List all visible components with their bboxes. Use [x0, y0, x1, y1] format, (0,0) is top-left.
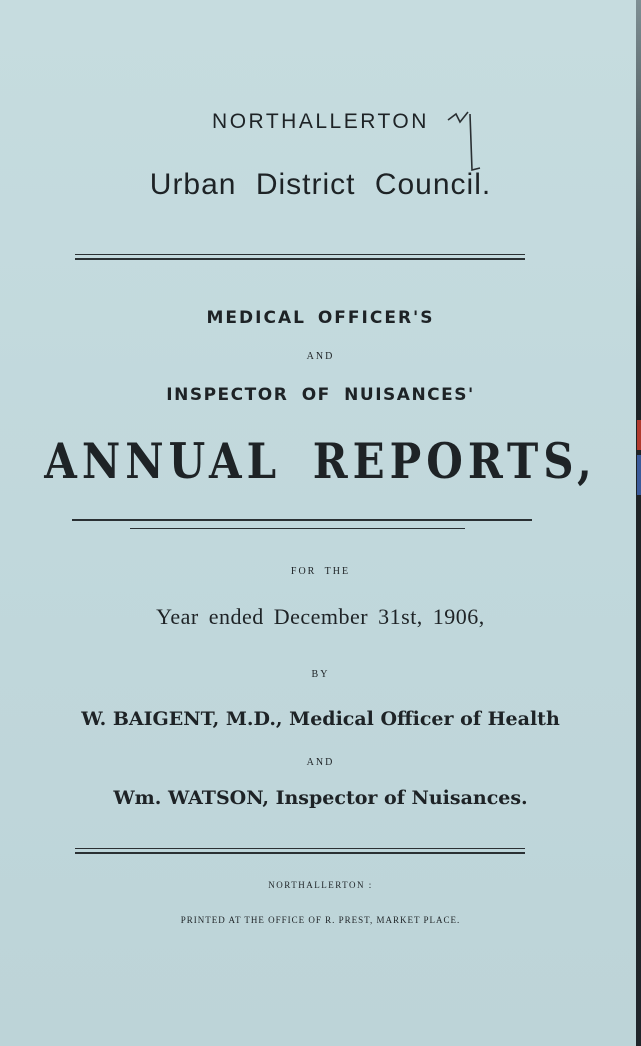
title-medical-officer: MEDICAL OFFICER'S: [206, 308, 435, 328]
title-annual-reports: ANNUAL REPORTS,: [44, 433, 597, 490]
title-rule-upper: [72, 519, 532, 521]
bottom-rule-upper: [75, 848, 525, 849]
header-town: NORTHALLERTON: [212, 110, 429, 133]
title-inspector: INSPECTOR OF NUISANCES': [166, 385, 475, 405]
edge-color-mark-red: [637, 420, 641, 450]
by-label: BY: [311, 669, 330, 680]
title-rule-lower: [130, 528, 465, 529]
top-rule-lower: [75, 258, 525, 260]
year-ended: Year ended December 31st, 1906,: [156, 604, 485, 629]
page-edge-shadow: [636, 0, 641, 1046]
header-council: Urban District Council.: [149, 168, 492, 201]
top-rule-upper: [75, 254, 525, 255]
edge-color-mark-blue: [637, 455, 641, 495]
for-the-label: FOR THE: [290, 566, 351, 577]
imprint-place: NORTHALLERTON :: [268, 880, 373, 890]
title-and: AND: [306, 351, 335, 362]
imprint-printer: PRINTED AT THE OFFICE OF R. PREST, MARKET PLACE.: [180, 915, 461, 925]
author-baigent: W. BAIGENT, M.D., Medical Officer of Health: [81, 708, 560, 730]
and-label: AND: [306, 757, 335, 768]
bottom-rule-lower: [75, 852, 525, 854]
author-watson: Wm. WATSON, Inspector of Nuisances.: [113, 787, 528, 809]
